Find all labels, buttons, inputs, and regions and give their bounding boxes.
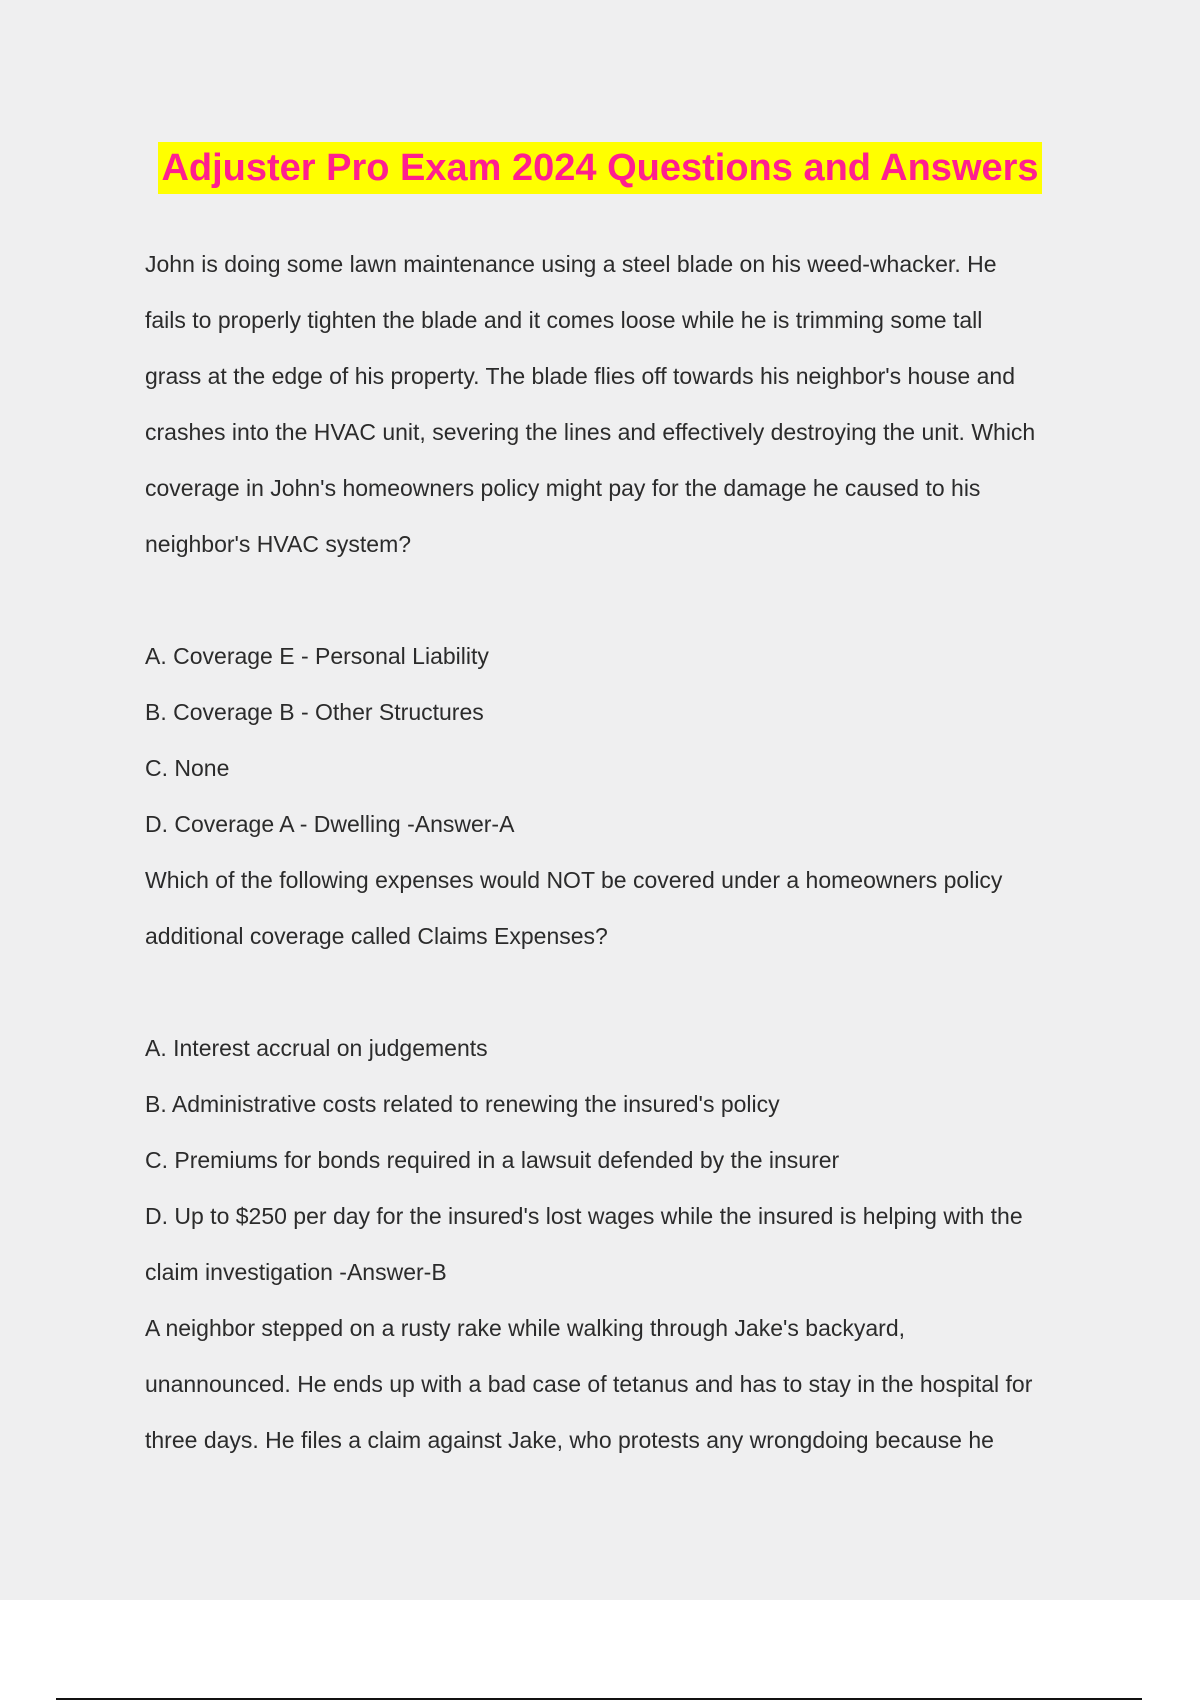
question-1-option-c: C. None — [145, 755, 230, 781]
question-3-line-3: three days. He files a claim against Jake, who protests any wrongdoing because he — [145, 1427, 994, 1453]
question-2-line-1: Which of the following expenses would NOT be covered under a homeowners policy — [145, 867, 1003, 893]
question-1-line-1: John is doing some lawn maintenance using a steel blade on his weed-whacker. He — [145, 251, 997, 277]
title-container — [0, 142, 1200, 194]
question-2-line-2: additional coverage called Claims Expenses? — [145, 923, 608, 949]
document-body — [145, 236, 1085, 1468]
question-3-line-1: A neighbor stepped on a rusty rake while walking through Jake's backyard, — [145, 1315, 905, 1341]
paragraph-gap — [145, 572, 1085, 628]
question-1-line-3: grass at the edge of his property. The blade flies off towards his neighbor's house and — [145, 363, 1015, 389]
question-1-option-a: A. Coverage E - Personal Liability — [145, 643, 489, 669]
question-2-option-a: A. Interest accrual on judgements — [145, 1035, 488, 1061]
paragraph-gap — [145, 964, 1085, 1020]
question-1-line-4: crashes into the HVAC unit, severing the lines and effectively destroying the unit. Which — [145, 419, 1036, 445]
question-1-line-6: neighbor's HVAC system? — [145, 531, 412, 557]
question-2-option-b: B. Administrative costs related to renewing the insured's policy — [145, 1091, 780, 1117]
question-2-option-c: C. Premiums for bonds required in a lawsuit defended by the insurer — [145, 1147, 840, 1173]
question-1-line-2: fails to properly tighten the blade and it comes loose while he is trimming some tall — [145, 307, 983, 333]
question-1-option-d-answer: D. Coverage A - Dwelling -Answer-A — [145, 811, 515, 837]
question-3-line-2: unannounced. He ends up with a bad case of tetanus and has to stay in the hospital for — [145, 1371, 1033, 1397]
question-2-option-d-line-1: D. Up to $250 per day for the insured's lost wages while the insured is helping with the — [145, 1203, 1023, 1229]
document-title: Adjuster Pro Exam 2024 Questions and Answers — [158, 142, 1041, 194]
question-1-option-b: B. Coverage B - Other Structures — [145, 699, 484, 725]
question-2-option-d-answer: claim investigation -Answer-B — [145, 1259, 447, 1285]
question-1-line-5: coverage in John's homeowners policy might pay for the damage he caused to his — [145, 475, 981, 501]
